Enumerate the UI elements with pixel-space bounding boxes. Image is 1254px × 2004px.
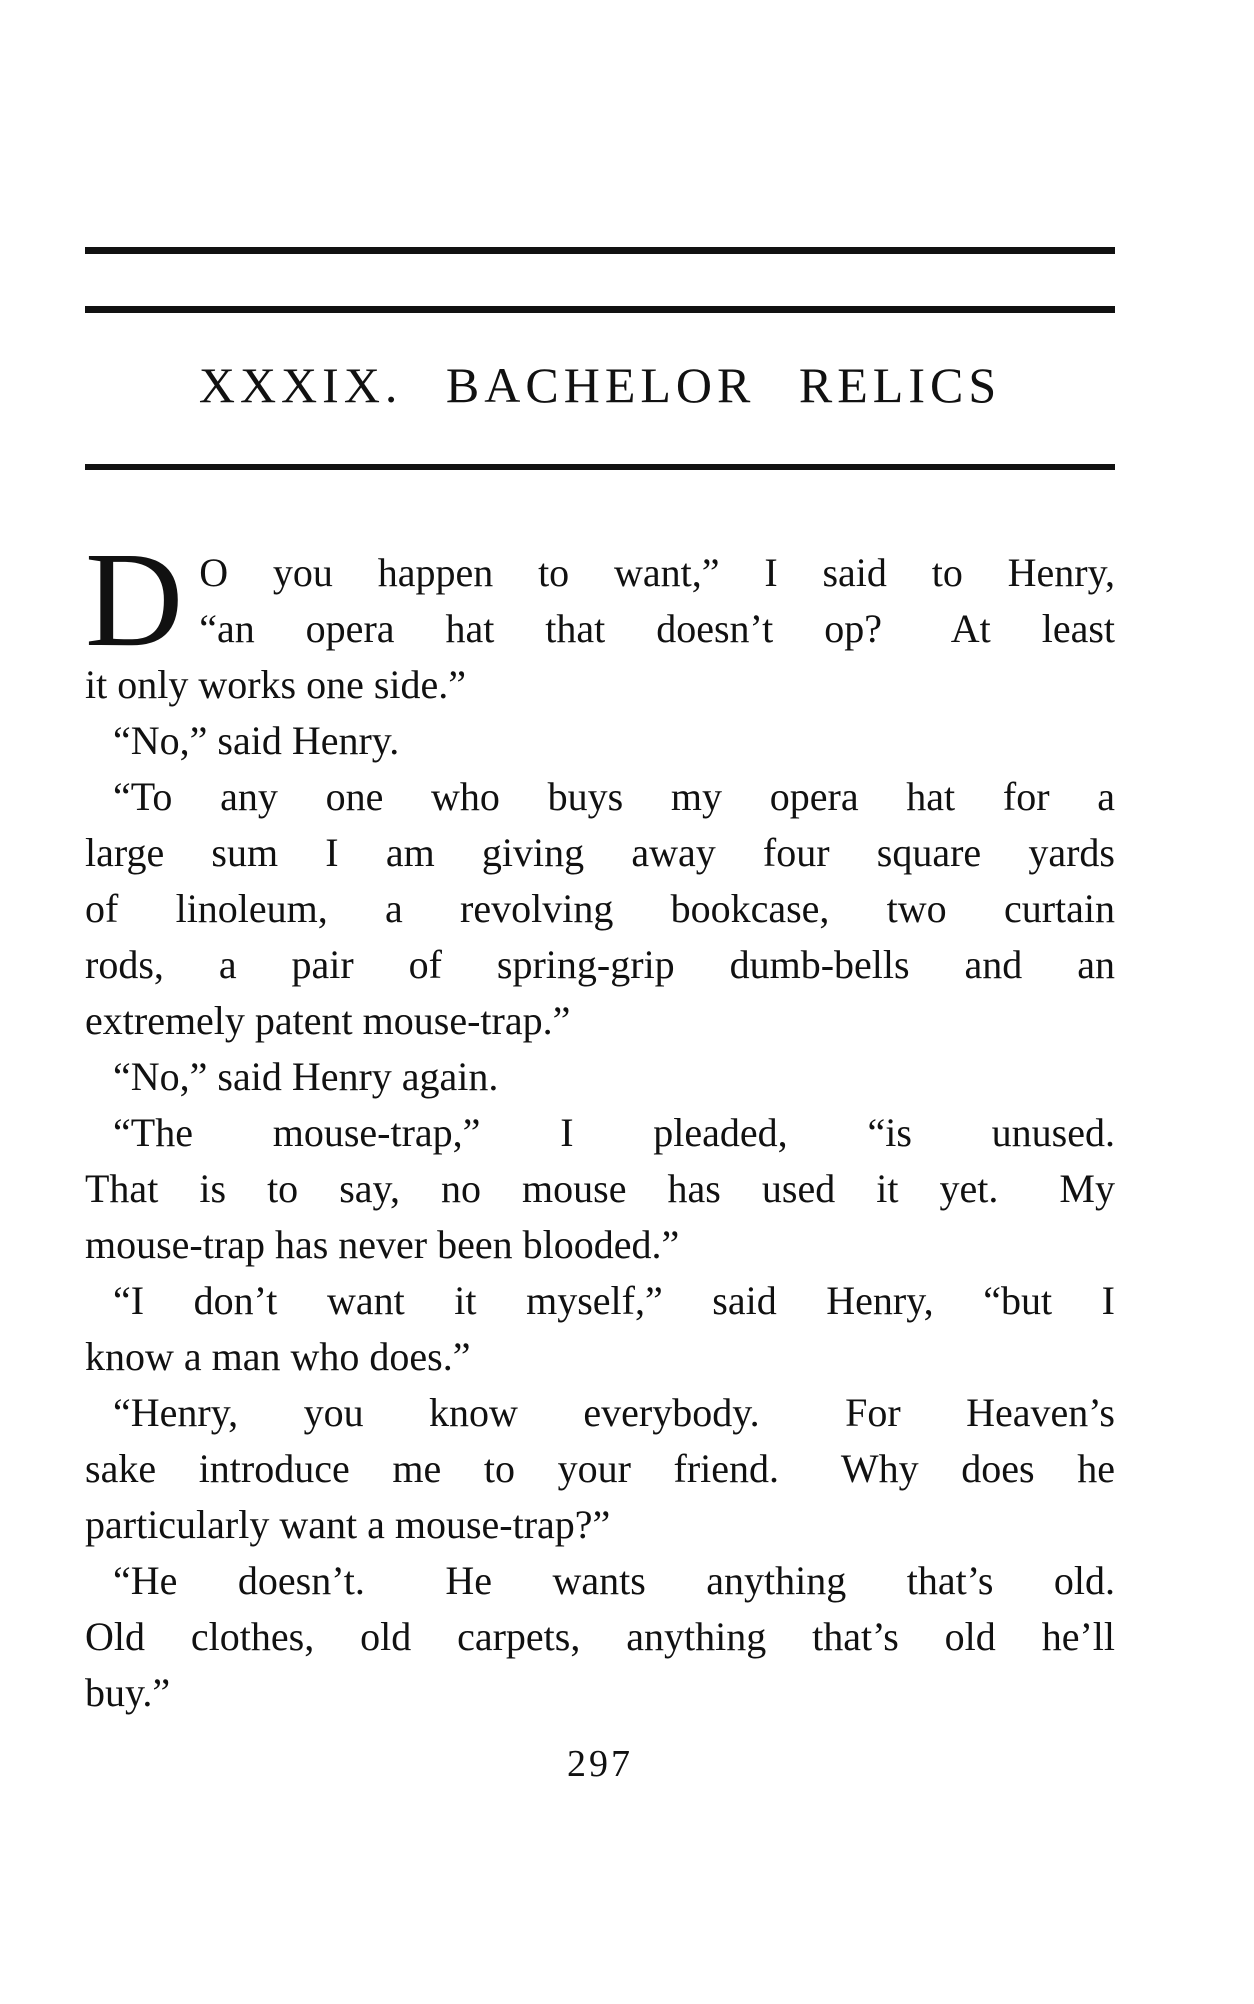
text-line: “He doesn’t. He wants anything that’s old. [113, 1558, 1115, 1603]
text-line: “an opera hat that doesn’t op? At least [199, 606, 1115, 651]
paragraph [85, 1385, 1115, 1553]
text-line: buy.” [85, 1670, 171, 1715]
text-line: “The mouse-trap,” I pleaded, “is unused. [113, 1110, 1115, 1155]
paragraph [85, 1553, 1115, 1721]
paragraph [85, 1049, 1115, 1105]
text-line: know a man who does.” [85, 1334, 471, 1379]
paragraph [85, 1273, 1115, 1385]
text-line: “No,” said Henry again. [113, 1054, 499, 1099]
paragraph [85, 769, 1115, 1049]
text-line: sake introduce me to your friend. Why does he [85, 1446, 1115, 1491]
text-line: rods, a pair of spring-grip dumb-bells and an [85, 942, 1115, 987]
text-line: it only works one side.” [85, 662, 467, 707]
top-rule-2 [85, 306, 1115, 313]
heading-underline-rule [85, 464, 1115, 470]
chapter-heading: XXXIX. BACHELOR RELICS [198, 357, 1002, 413]
text-line: extremely patent mouse-trap.” [85, 998, 571, 1043]
body-text [85, 525, 1115, 1721]
page-number: 297 [567, 1743, 633, 1785]
text-line: Old clothes, old carpets, anything that’s old he’ll [85, 1614, 1115, 1659]
drop-cap: D [85, 525, 184, 675]
text-line: O you happen to want,” I said to Henry, [199, 550, 1115, 595]
paragraph [85, 1105, 1115, 1273]
text-line: large sum I am giving away four square yards [85, 830, 1115, 875]
text-line: “Henry, you know everybody. For Heaven’s [113, 1390, 1115, 1435]
text-line: That is to say, no mouse has used it yet. My [85, 1166, 1115, 1211]
text-line: “I don’t want it myself,” said Henry, “but I [113, 1278, 1115, 1323]
text-line: “No,” said Henry. [113, 718, 400, 763]
text-line: mouse-trap has never been blooded.” [85, 1222, 680, 1267]
top-rule-1 [85, 247, 1115, 254]
text-line: “To any one who buys my opera hat for a [113, 774, 1115, 819]
paragraph [85, 525, 1115, 713]
paragraph [85, 713, 1115, 769]
text-line: of linoleum, a revolving bookcase, two curtain [85, 886, 1115, 931]
text-line: particularly want a mouse-trap?” [85, 1502, 611, 1547]
